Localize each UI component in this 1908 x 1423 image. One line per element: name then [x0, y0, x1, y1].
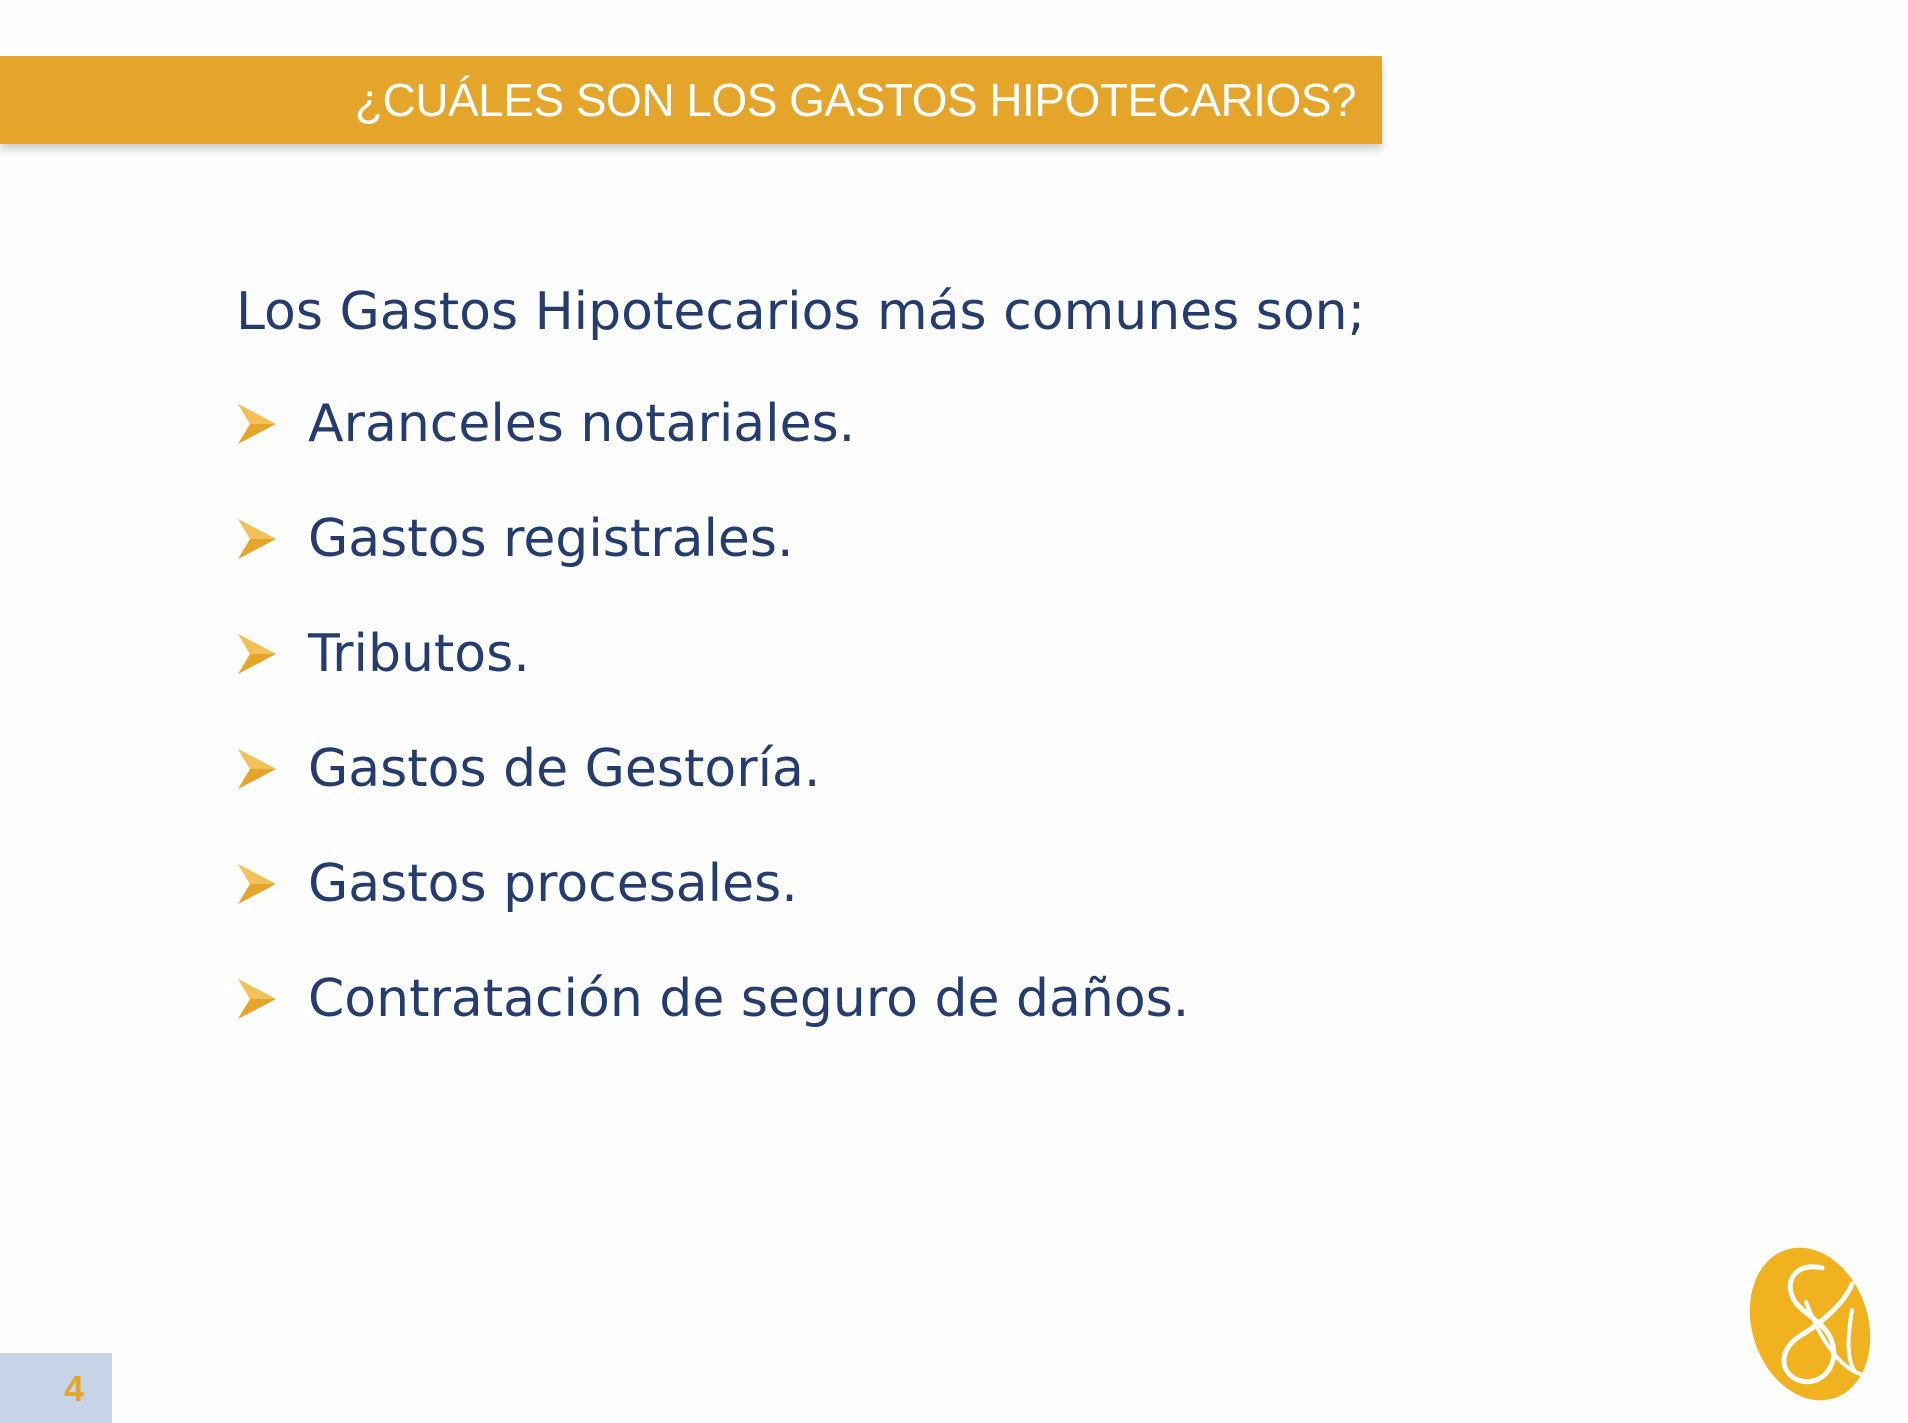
slide-title: ¿CUÁLES SON LOS GASTOS HIPOTECARIOS?	[354, 74, 1356, 126]
bullet-text: Gastos de Gestoría.	[308, 738, 821, 799]
page-number-box	[0, 1353, 112, 1423]
list-item	[236, 941, 1436, 1056]
list-item	[236, 826, 1436, 941]
page-number: 4	[64, 1368, 85, 1409]
arrow-right-icon	[236, 747, 278, 791]
bullet-text: Gastos registrales.	[308, 508, 794, 569]
list-item	[236, 711, 1436, 826]
list-item	[236, 596, 1436, 711]
slide-content	[236, 280, 1436, 1056]
bullet-list	[236, 366, 1436, 1056]
arrow-right-icon	[236, 632, 278, 676]
list-item	[236, 481, 1436, 596]
bullet-text: Aranceles notariales.	[308, 393, 856, 454]
arrow-right-icon	[236, 517, 278, 561]
bullet-text: Gastos procesales.	[308, 853, 798, 914]
intro-text: Los Gastos Hipotecarios más comunes son;	[236, 282, 1366, 342]
arrow-right-icon	[236, 977, 278, 1021]
bullet-text: Tributos.	[308, 623, 530, 684]
ampersand-logo	[1748, 1240, 1876, 1404]
title-banner	[0, 56, 1382, 144]
arrow-right-icon	[236, 402, 278, 446]
list-item	[236, 366, 1436, 481]
arrow-right-icon	[236, 862, 278, 906]
bullet-text: Contratación de seguro de daños.	[308, 968, 1190, 1029]
